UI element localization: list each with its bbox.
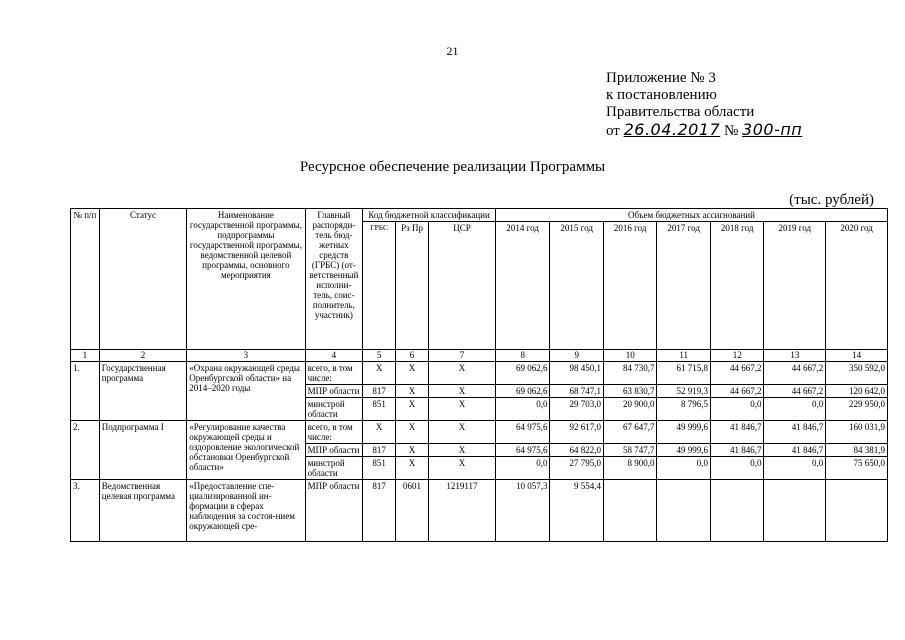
column-number: 12 bbox=[710, 350, 764, 362]
row-num: 2. bbox=[71, 421, 100, 480]
row-value: 44 667,2 bbox=[764, 385, 826, 398]
row-value: 44 667,2 bbox=[710, 362, 764, 385]
header-code-csr: ЦСР bbox=[429, 222, 496, 350]
row-value bbox=[710, 480, 764, 542]
row-code-csr: X bbox=[429, 362, 496, 385]
row-value: 64 975,6 bbox=[495, 421, 550, 444]
row-value bbox=[826, 480, 888, 542]
header-name: Наименование государственной программы, подпрограммы государственной программы, ведомственной целевой программы, основного мероприятия bbox=[187, 209, 305, 350]
row-code-grbs: X bbox=[363, 421, 396, 444]
row-code-csr: X bbox=[429, 444, 496, 457]
row-code-csr: X bbox=[429, 421, 496, 444]
header-volume-group: Объем бюджетных ассигнований bbox=[495, 209, 887, 222]
row-code-csr: X bbox=[429, 385, 496, 398]
row-value bbox=[764, 480, 826, 542]
appendix-line-1: Приложение № 3 bbox=[606, 70, 716, 86]
header-year: 2020 год bbox=[826, 222, 888, 350]
column-number: 3 bbox=[187, 350, 305, 362]
header-year: 2014 год bbox=[495, 222, 550, 350]
row-name: «Охрана окружающей среды Оренбургской области» на 2014–2020 годы bbox=[187, 362, 305, 421]
row-value: 68 747,1 bbox=[550, 385, 604, 398]
row-value: 41 846,7 bbox=[710, 421, 764, 444]
header-year: 2017 год bbox=[657, 222, 711, 350]
row-grbs: всего, в том числе: bbox=[305, 421, 363, 444]
row-value: 49 999,6 bbox=[657, 444, 711, 457]
row-code-grbs: X bbox=[363, 362, 396, 385]
units-label: (тыс. рублей) bbox=[789, 192, 874, 208]
row-value: 8 900,0 bbox=[603, 457, 657, 480]
document-title: Ресурсное обеспечение реализации Программы bbox=[299, 159, 606, 175]
row-value: 75 650,0 bbox=[826, 457, 888, 480]
header-row-1 bbox=[71, 209, 888, 222]
row-value: 229 950,0 bbox=[826, 398, 888, 421]
column-number: 4 bbox=[305, 350, 363, 362]
row-value: 64 975,6 bbox=[495, 444, 550, 457]
column-number: 7 bbox=[429, 350, 496, 362]
row-status: Ведомственная целевая программа bbox=[99, 480, 186, 542]
appendix-line-3: Правительства области bbox=[606, 104, 755, 120]
appendix-block bbox=[606, 70, 802, 140]
row-grbs: МПР области bbox=[305, 480, 363, 542]
column-number-row bbox=[71, 350, 888, 362]
row-code-rzpr: X bbox=[396, 444, 429, 457]
column-number: 10 bbox=[603, 350, 657, 362]
table-row bbox=[71, 362, 888, 385]
handwritten-number: 300-пп bbox=[742, 120, 803, 139]
resource-table bbox=[70, 208, 888, 542]
number-label: № bbox=[723, 123, 739, 139]
column-number: 5 bbox=[363, 350, 396, 362]
row-value: 41 846,7 bbox=[764, 444, 826, 457]
row-code-grbs: 817 bbox=[363, 385, 396, 398]
column-number: 1 bbox=[71, 350, 100, 362]
from-label: от bbox=[606, 123, 620, 139]
column-number: 11 bbox=[657, 350, 711, 362]
row-code-rzpr: X bbox=[396, 362, 429, 385]
row-grbs: минстрой области bbox=[305, 457, 363, 480]
row-code-csr: X bbox=[429, 398, 496, 421]
row-value: 98 450,1 bbox=[550, 362, 604, 385]
row-value: 44 667,2 bbox=[710, 385, 764, 398]
row-value: 0,0 bbox=[764, 398, 826, 421]
row-value: 0,0 bbox=[710, 398, 764, 421]
row-value: 8 796,5 bbox=[657, 398, 711, 421]
row-code-rzpr: 0601 bbox=[396, 480, 429, 542]
row-value: 27 795,0 bbox=[550, 457, 604, 480]
header-grbs-main: Главный распоряди-тель бюд-жетных средств (ГРБС) (от-ветственный исполни-тель, соис-полнитель, участник) bbox=[305, 209, 363, 350]
row-value bbox=[657, 480, 711, 542]
appendix-date-line bbox=[606, 121, 802, 140]
column-number: 13 bbox=[764, 350, 826, 362]
column-number: 9 bbox=[550, 350, 604, 362]
row-value: 160 031,9 bbox=[826, 421, 888, 444]
row-status: Подпрограмма I bbox=[99, 421, 186, 480]
row-code-rzpr: X bbox=[396, 398, 429, 421]
column-number: 6 bbox=[396, 350, 429, 362]
row-code-grbs: 851 bbox=[363, 398, 396, 421]
row-grbs: всего, в том числе: bbox=[305, 362, 363, 385]
row-value: 64 822,0 bbox=[550, 444, 604, 457]
header-num: № п/п bbox=[71, 209, 100, 350]
row-value: 20 900,0 bbox=[603, 398, 657, 421]
row-value: 49 999,6 bbox=[657, 421, 711, 444]
header-year: 2015 год bbox=[550, 222, 604, 350]
column-number: 8 bbox=[495, 350, 550, 362]
header-year: 2018 год bbox=[710, 222, 764, 350]
row-code-csr: X bbox=[429, 457, 496, 480]
row-value: 44 667,2 bbox=[764, 362, 826, 385]
row-grbs: МПР области bbox=[305, 444, 363, 457]
page-number: 21 bbox=[446, 44, 459, 58]
row-value: 92 617,0 bbox=[550, 421, 604, 444]
row-num: 3. bbox=[71, 480, 100, 542]
row-value: 9 554,4 bbox=[550, 480, 604, 542]
row-value: 67 647,7 bbox=[603, 421, 657, 444]
row-code-grbs: 817 bbox=[363, 444, 396, 457]
row-value: 61 715,8 bbox=[657, 362, 711, 385]
row-value: 52 919,3 bbox=[657, 385, 711, 398]
row-num: 1. bbox=[71, 362, 100, 421]
row-value: 350 592,0 bbox=[826, 362, 888, 385]
row-value: 41 846,7 bbox=[764, 421, 826, 444]
row-value: 63 830,7 bbox=[603, 385, 657, 398]
header-status: Статус bbox=[99, 209, 186, 350]
header-year: 2019 год bbox=[764, 222, 826, 350]
table-row bbox=[71, 480, 888, 542]
column-number: 14 bbox=[826, 350, 888, 362]
row-value: 0,0 bbox=[495, 457, 550, 480]
row-code-grbs: 851 bbox=[363, 457, 396, 480]
row-value: 41 846,7 bbox=[710, 444, 764, 457]
row-code-rzpr: X bbox=[396, 421, 429, 444]
row-status: Государственная программа bbox=[99, 362, 186, 421]
row-name: «Предоставление спе-циализированной ин-формации в сферах наблюдения за состоя-нием окружающей сре- bbox=[187, 480, 305, 542]
row-value: 0,0 bbox=[495, 398, 550, 421]
row-code-rzpr: X bbox=[396, 457, 429, 480]
row-code-grbs: 817 bbox=[363, 480, 396, 542]
row-value: 0,0 bbox=[710, 457, 764, 480]
header-code-rzpr: Рз Пр bbox=[396, 222, 429, 350]
row-value: 84 381,9 bbox=[826, 444, 888, 457]
table-row bbox=[71, 421, 888, 444]
row-value: 10 057,3 bbox=[495, 480, 550, 542]
row-value: 69 062,6 bbox=[495, 385, 550, 398]
row-value: 58 747,7 bbox=[603, 444, 657, 457]
row-value: 120 642,0 bbox=[826, 385, 888, 398]
row-grbs: МПР области bbox=[305, 385, 363, 398]
header-code-grbs: ГРБС bbox=[363, 222, 396, 350]
column-number: 2 bbox=[99, 350, 186, 362]
row-value: 69 062,6 bbox=[495, 362, 550, 385]
header-code-group: Код бюджетной классификации bbox=[363, 209, 496, 222]
row-code-rzpr: X bbox=[396, 385, 429, 398]
handwritten-date: 26.04.2017 bbox=[623, 120, 721, 139]
row-grbs: минстрой области bbox=[305, 398, 363, 421]
row-value bbox=[603, 480, 657, 542]
row-value: 0,0 bbox=[657, 457, 711, 480]
header-year: 2016 год bbox=[603, 222, 657, 350]
row-value: 29 703,0 bbox=[550, 398, 604, 421]
row-value: 0,0 bbox=[764, 457, 826, 480]
appendix-line-2: к постановлению bbox=[606, 87, 717, 103]
row-name: «Регулирование качества окружающей среды и оздоровление экологической обстановки Оренбургской области» bbox=[187, 421, 305, 480]
row-code-csr: 1219117 bbox=[429, 480, 496, 542]
row-value: 84 730,7 bbox=[603, 362, 657, 385]
